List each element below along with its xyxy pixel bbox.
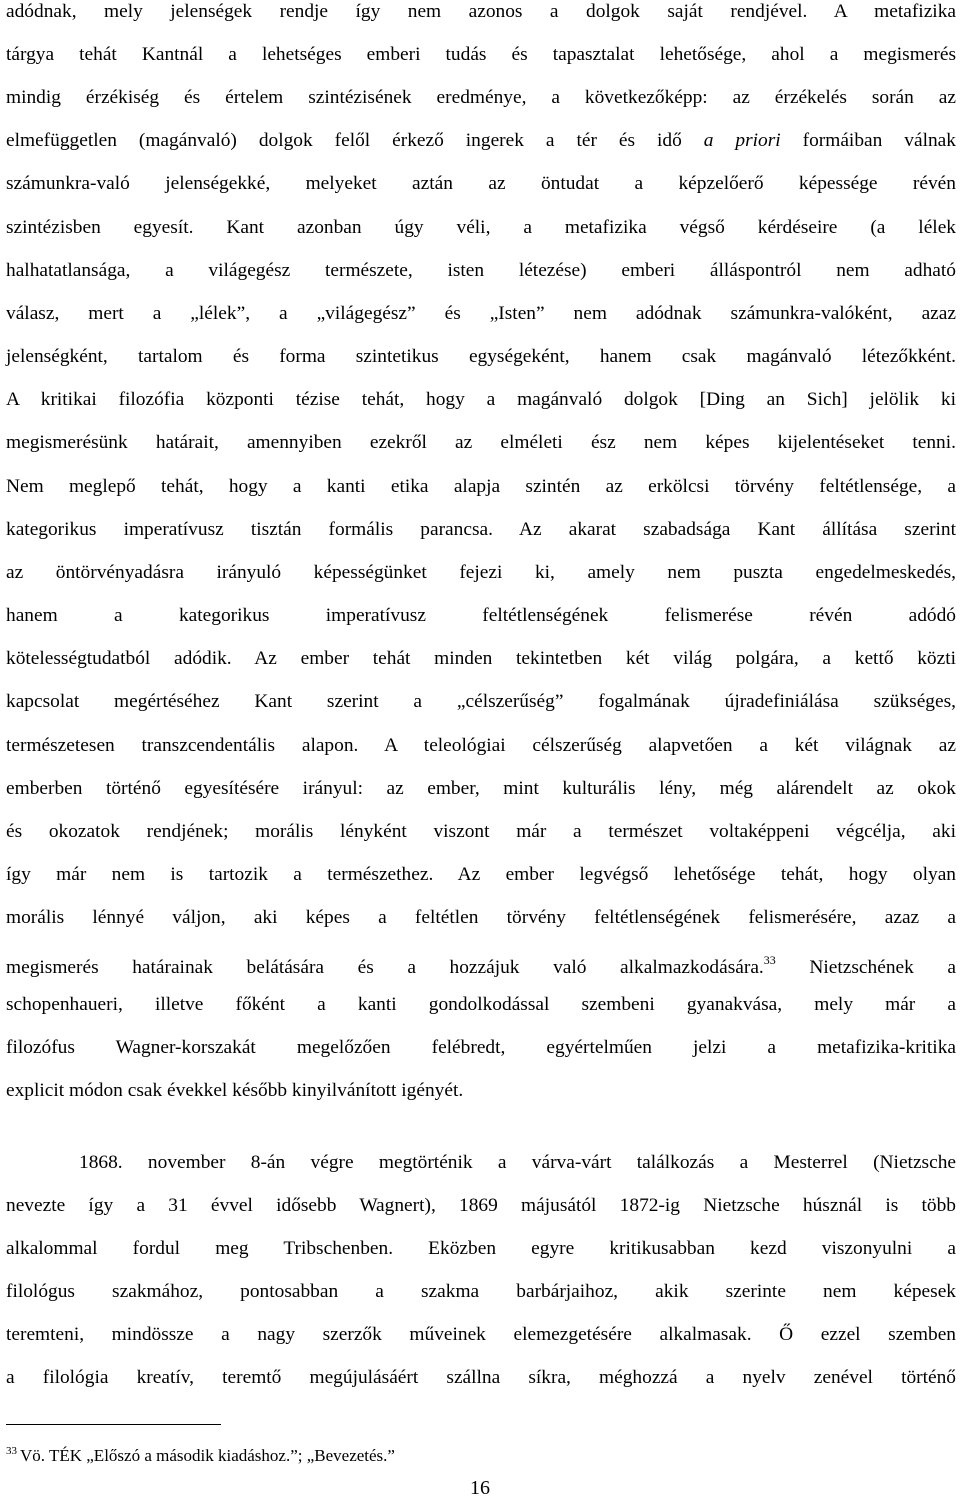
text-line-21: így már nem is tartozik a természethez. Az ember legvégső lehetősége tehát, hogy olyan: [6, 864, 956, 885]
footnote-ref-33[interactable]: 33: [763, 953, 776, 967]
text-line-19: emberben történő egyesítésére irányul: az ember, mint kulturális lény, még alárendelt az okok: [6, 778, 956, 799]
text-line-9: jelenségként, tartalom és forma szintetikus egységeként, hanem csak magánvaló létezőkként.: [6, 346, 956, 367]
text-line-26: explicit módon csak évekkel később kinyilvánított igényét.: [6, 1080, 464, 1101]
text-line-13: kategorikus imperatívusz tisztán formális parancsa. Az akarat szabadsága Kant állítása szerint: [6, 519, 956, 540]
italic-a-priori: a priori: [703, 130, 781, 151]
footnote-separator: [6, 1424, 221, 1425]
footnote-33: [6, 1440, 395, 1467]
text-line-25: filozófus Wagner-korszakát megelőzően felébredt, egyértelműen jelzi a metafizika-kritika: [6, 1037, 956, 1058]
text-line-5: számunkra-való jelenségekké, melyeket aztán az öntudat a képzelőerő képessége révén: [6, 173, 956, 194]
text-line-16: kötelességtudatból adódik. Az ember tehát minden tekintetben két világ polgára, a kettő közti: [6, 648, 956, 669]
footnote-number: 33: [6, 1445, 17, 1457]
text-line-27: 1868. november 8-án végre megtörténik a várva-várt találkozás a Mesterrel (Nietzsche: [79, 1152, 956, 1173]
text-line-31: teremteni, mindössze a nagy szerzők műveinek elemezgetésére alkalmasak. Ő ezzel szemben: [6, 1324, 956, 1345]
text-line-24: schopenhaueri, illetve főként a kanti gondolkodással szembeni gyanakvása, mely már a: [6, 994, 956, 1015]
text-line-23-end: Nietzschének a: [775, 957, 957, 978]
text-line-11: megismerésünk határait, amennyiben ezekről az elméleti ész nem képes kijelentéseket tenni.: [6, 432, 956, 453]
text-line-2: tárgya tehát Kantnál a lehetséges emberi tudás és tapasztalat lehetősége, ahol a megismerés: [6, 44, 956, 65]
text-line-30: filológus szakmához, pontosabban a szakma barbárjaihoz, akik szerinte nem képesek: [6, 1281, 956, 1302]
text-line-32: a filológia kreatív, teremtő megújulásáért szállna síkra, méghozzá a nyelv zenével történő: [6, 1367, 956, 1388]
text-line-23: [6, 939, 956, 982]
text-line-23-start: megismerés határainak belátására és a hozzájuk való alkalmazkodására.: [6, 957, 764, 978]
text-line-3: mindig érzékiség és értelem szintézisének eredménye, a következőképp: az érzékelés során az: [6, 87, 956, 108]
text-line-4: [6, 119, 956, 162]
page-number: 16: [470, 1477, 490, 1499]
text-line-18: természetesen transzcendentális alapon. A teleológiai célszerűség alapvetően a két világnak az: [6, 735, 956, 756]
text-line-7: halhatatlansága, a világegész természete, isten létezése) emberi álláspontról nem adható: [6, 260, 956, 281]
text-line-20: és okozatok rendjének; morális lényként viszont már a természet voltaképpeni végcélja, aki: [6, 821, 956, 842]
text-line-29: alkalommal fordul meg Tribschenben. Eközben egyre kritikusabban kezd viszonyulni a: [6, 1238, 956, 1259]
text-line-22: morális lénnyé váljon, aki képes a feltétlen törvény feltétlenségének felismerésére, azaz a: [6, 907, 956, 928]
text-line-6: szintézisben egyesít. Kant azonban úgy véli, a metafizika végső kérdéseire (a lélek: [6, 217, 956, 238]
text-line-8: válasz, mert a „lélek”, a „világegész” és „Isten” nem adódnak számunkra-valóként, azaz: [6, 303, 956, 324]
text-line-28: nevezte így a 31 évvel idősebb Wagnert), 1869 májusától 1872-ig Nietzsche húsznál is több: [6, 1195, 956, 1216]
text-line-4-end: formáiban válnak: [780, 130, 956, 151]
text-line-10: A kritikai filozófia központi tézise tehát, hogy a magánvaló dolgok [Ding an Sich] jelölik ki: [6, 389, 956, 410]
text-line-17: kapcsolat megértéséhez Kant szerint a „célszerűség” fogalmának újradefiniálása szükséges,: [6, 691, 956, 712]
text-line-1: adódnak, mely jelenségek rendje így nem azonos a dolgok saját rendjével. A metafizika: [6, 1, 956, 22]
text-line-12: Nem meglepő tehát, hogy a kanti etika alapja szintén az erkölcsi törvény feltétlensége, a: [6, 476, 956, 497]
text-line-4-start: elmefüggetlen (magánvaló) dolgok felől érkező ingerek a tér és idő: [6, 130, 704, 151]
footnote-text: Vö. TÉK „Előszó a második kiadáshoz.”; „Bevezetés.”: [20, 1446, 395, 1465]
text-line-14: az öntörvényadásra irányuló képességünket fejezi ki, amely nem puszta engedelmeskedés,: [6, 562, 956, 583]
text-line-15: hanem a kategorikus imperatívusz feltétlenségének felismerése révén adódó: [6, 605, 956, 626]
